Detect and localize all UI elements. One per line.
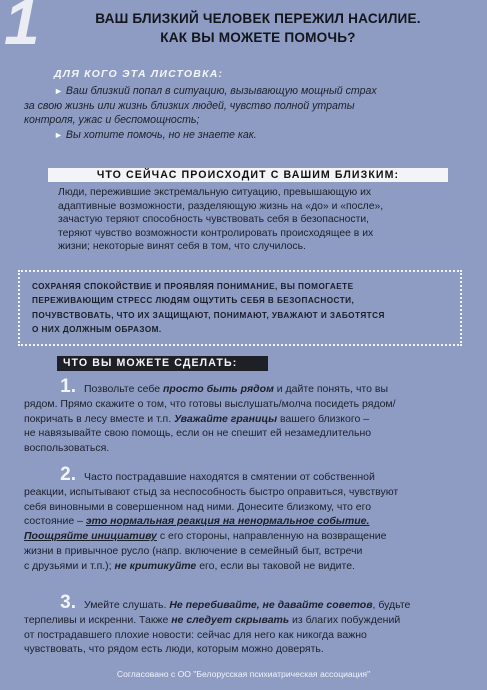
tip-1-line-1 [24,376,469,397]
tip-1-line-3 [24,412,469,427]
what-to-do-heading: ЧТО ВЫ МОЖЕТЕ СДЕЛАТЬ: [57,356,268,371]
tip-text: Позвольте себе [84,383,164,395]
tip-emphasis: Не перебивайте, не давайте советов [169,599,373,611]
tip-text: с друзьями и т.п.); [24,559,115,572]
happening-line: теряют чувство возможности контролировать происходящее в их [58,227,374,239]
tip-2-line-5 [24,529,469,544]
tip-text: и дайте понять, что вы [273,383,389,395]
happening-line: зачастую теряют способность чувствовать себя в безопасности, [58,214,370,226]
tip-text: состояние – [24,515,86,528]
bullet-2-line [24,128,464,143]
happening-line: жизни; некоторые винят себя в том, что случилось. [58,241,306,253]
tip-3-line-3: от пострадавшего плохие новости: сейчас для него как никогда важно [24,628,367,641]
title-line-2: КАК ВЫ МОЖЕТЕ ПОМОЧЬ? [160,30,356,45]
happening-heading: ЧТО СЕЙЧАС ПРОИСХОДИТ С ВАШИМ БЛИЗКИМ: [48,168,448,182]
tip-number: 2. [60,464,76,485]
tip-text: , будьте [372,599,411,611]
tip-1-line-5: воспользоваться. [24,442,110,455]
tip-2-line-3: себя виновными в совершенном над ними. Донесите близкому, что его [24,500,372,513]
bullet-1-line-3: контроля, ужас и беспомощность; [24,114,200,127]
tip-emphasis: это нормальная реакция на ненормальное событие. [85,515,370,528]
triangle-bullet-icon: ► [54,86,63,96]
tip-1-line-2: рядом. Прямо скажите о том, что готовы выслушать/молча посидеть рядом/ [24,397,396,410]
callout-text [32,280,452,338]
bullet-1-line-2: за свою жизнь или жизнь близких людей, чувство полной утраты [24,99,355,112]
tip-1-line-4: не навязывайте свою помощь, если он не спешит ей незамедлительно [24,427,372,440]
callout-line: О НИХ ДОЛЖНЫМ ОБРАЗОМ. [32,325,162,335]
page-title [48,9,468,47]
tip-2-line-2: реакции, испытывают стыд за неспособность быстро оправиться, чувствуют [24,485,399,498]
tip-text: Часто пострадавшие находятся в смятении от собственной [84,471,375,483]
tip-2-line-7 [24,559,469,574]
tip-text: вашего близкого – [277,412,370,425]
tip-emphasis: не следует скрывать [171,613,290,626]
tip-2 [24,464,469,574]
tip-emphasis: Уважайте границы [174,412,278,425]
tip-2-line-6: жизни в привычное русло (напр. включение в семейный быт, встречи [24,544,363,557]
tip-text: Умейте слушать. [84,599,170,611]
callout-box [18,270,462,346]
tip-number: 3. [60,592,76,613]
happening-line: адаптивные возможности, разделяющую жизнь на «до» и «после», [58,200,384,212]
tip-1 [24,376,469,456]
for-whom-text [24,84,464,142]
happening-text [58,186,453,254]
callout-line: ПОЧУВСТВОВАТЬ, ЧТО ИХ ЗАЩИЩАЮТ, ПОНИМАЮТ, УВАЖАЮТ И ЗАБОТЯТСЯ [32,310,385,320]
triangle-bullet-icon: ► [54,129,63,140]
tip-text: с его стороны, направленную на возвращение [156,530,387,543]
tip-emphasis: не критикуйте [114,559,197,572]
tip-3 [24,592,469,657]
for-whom-heading: ДЛЯ КОГО ЭТА ЛИСТОВКА: [54,68,224,80]
bullet-1-line-1 [24,84,464,99]
tip-text: из благих побуждений [289,613,401,626]
tip-2-line-1 [24,464,469,485]
happening-line: Люди, пережившие экстремальную ситуацию, превышающую их [58,187,372,198]
tip-emphasis: Поощряйте инициативу [24,530,157,543]
tip-2-line-4 [24,514,469,529]
title-line-1: ВАШ БЛИЗКИЙ ЧЕЛОВЕК ПЕРЕЖИЛ НАСИЛИЕ. [95,11,421,26]
tip-text: терпеливы и искренни. Также [24,613,172,626]
page-number: 1 [4,0,40,58]
callout-line: СОХРАНЯЯ СПОКОЙСТВИЕ И ПРОЯВЛЯЯ ПОНИМАНИЕ, ВЫ ПОМОГАЕТЕ [32,282,354,291]
tip-3-line-4: чувствовать, что рядом есть люди, которым можно доверять. [24,643,324,656]
tip-3-line-2 [24,613,469,628]
callout-line: ПЕРЕЖИВАЮЩИМ СТРЕСС ЛЮДЯМ ОЩУТИТЬ СЕБЯ В БЕЗОПАСНОСТИ, [32,296,355,306]
tip-text: его, если вы таковой не видите. [196,559,355,572]
tip-text: покричать в лесу вместе и т.п. [24,412,175,425]
tip-3-line-1 [24,592,469,613]
bullet-1-text-1: Ваш близкий попал в ситуацию, вызывающую мощный страх [65,85,377,97]
footer-approval: Согласовано с ОО "Белорусская психиатрическая ассоциация" [116,669,371,679]
tip-number: 1. [60,376,76,397]
tip-emphasis: просто быть рядом [163,383,274,395]
bullet-2-text: Вы хотите помочь, но не знаете как. [65,128,257,141]
